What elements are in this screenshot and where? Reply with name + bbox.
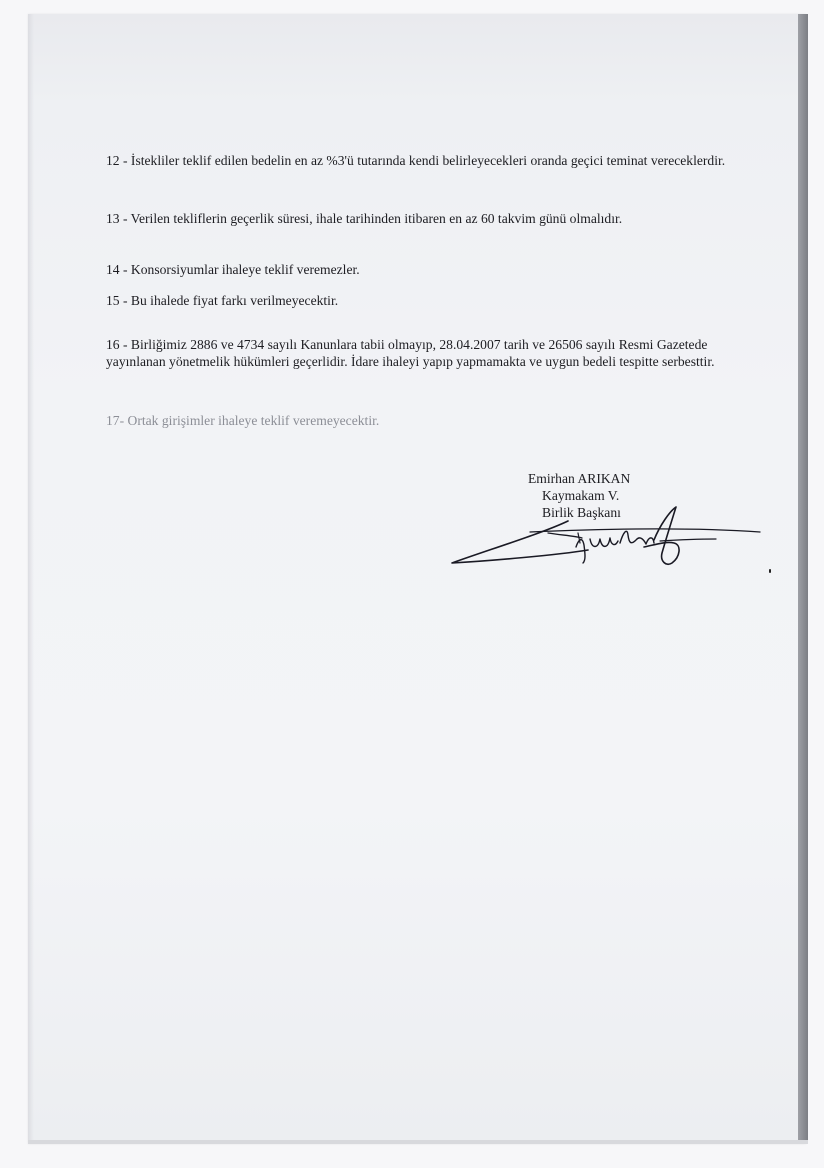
handwritten-signature bbox=[448, 505, 768, 585]
clause-15: 15 - Bu ihalede fiyat farkı verilmeyecektir. bbox=[106, 293, 339, 308]
clause-12: 12 - İstekliler teklif edilen bedelin en az %3'ü tutarında kendi belirleyecekleri oranda geçici teminat vereceklerdir. bbox=[106, 153, 726, 168]
clause-16: 16 - Birliğimiz 2886 ve 4734 sayılı Kanunlara tabii olmayıp, 28.04.2007 tarih ve 26506 sayılı Resmi Gazetede yayınlanan yönetmelik hükümleri geçerlidir. İdare ihaleyi yapıp yapmamakta ve uygun bedeli tespitte serbesttir. bbox=[106, 337, 715, 369]
clause-13: 13 - Verilen tekliflerin geçerlik süresi, ihale tarihinden itibaren en az 60 takvim günü olmalıdır. bbox=[106, 211, 623, 226]
clause-17: 17- Ortak girişimler ihaleye teklif veremeyecektir. bbox=[106, 413, 380, 428]
page-right-edge-shadow bbox=[798, 14, 808, 1144]
signatory-name: Emirhan ARIKAN bbox=[528, 471, 631, 486]
scan-speck bbox=[769, 569, 771, 573]
signatory-position: Birlik Başkanı bbox=[542, 505, 621, 520]
page-bottom-edge bbox=[28, 1140, 808, 1144]
page-left-edge-shadow bbox=[28, 14, 34, 1144]
clause-14: 14 - Konsorsiyumlar ihaleye teklif veremezler. bbox=[106, 262, 360, 277]
signatory-title: Kaymakam V. bbox=[542, 488, 620, 503]
